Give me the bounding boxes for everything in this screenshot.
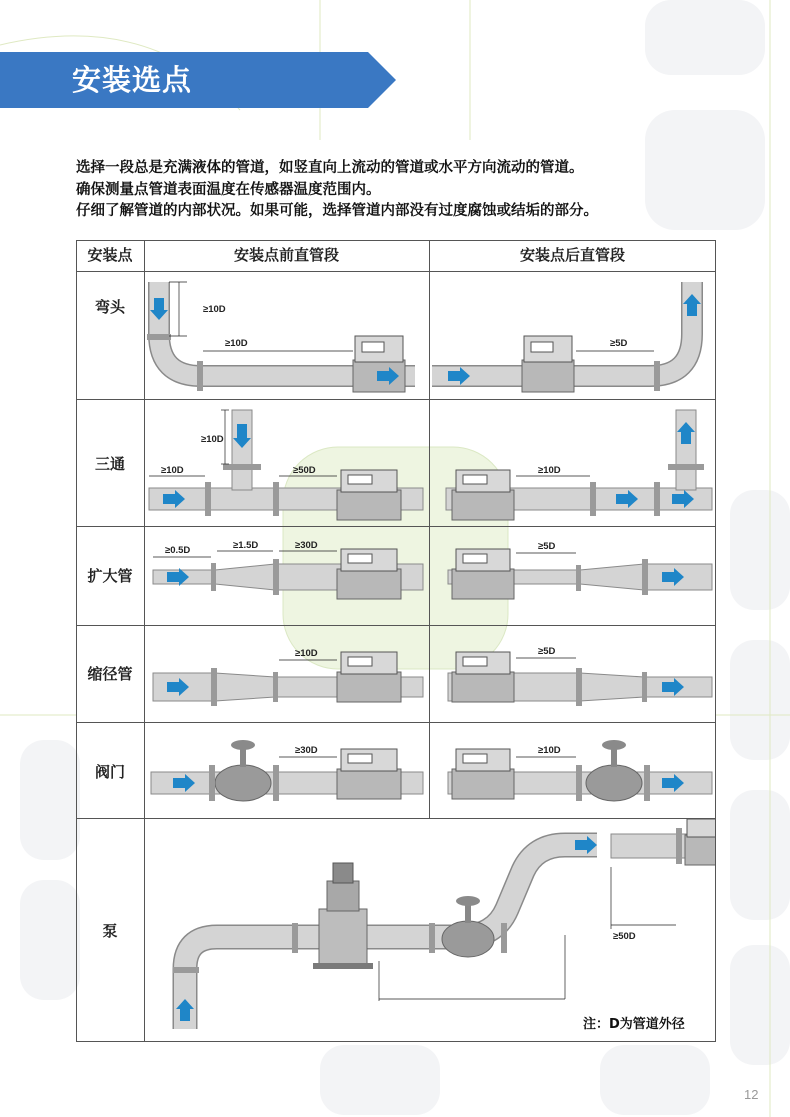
row-label-pump: 泵	[102, 922, 118, 940]
section-banner	[0, 52, 396, 108]
flange	[644, 765, 650, 801]
flange	[642, 559, 648, 595]
intro-text	[76, 158, 598, 223]
cell-tee-before	[145, 400, 429, 526]
row-label-tee: 三通	[94, 455, 125, 473]
flange	[173, 967, 199, 973]
flange	[209, 765, 215, 801]
dimension-label: ≥10D	[538, 745, 561, 756]
flange	[501, 923, 507, 953]
dimension-label: ≥50D	[293, 465, 316, 476]
cell-expander-after	[430, 527, 716, 625]
flowmeter-icon	[685, 819, 715, 865]
section-title: 安装选点	[72, 63, 193, 97]
flange	[223, 464, 261, 470]
flange	[590, 482, 596, 516]
branch-pipe	[232, 410, 252, 490]
flange	[292, 923, 298, 953]
cell-reducer-before	[145, 626, 429, 722]
dimension-label: ≥10D	[203, 304, 226, 315]
cell-reducer-after	[430, 626, 716, 722]
header-before: 安装点前直管段	[233, 246, 339, 264]
flange	[676, 828, 682, 864]
flange	[273, 559, 279, 595]
flowmeter-icon	[452, 652, 514, 702]
flowmeter-icon	[353, 336, 405, 392]
row-label-expander: 扩大管	[87, 567, 133, 585]
pump-icon	[313, 863, 373, 969]
flange	[429, 923, 435, 953]
flange	[668, 464, 704, 470]
flange	[576, 565, 581, 591]
flange	[642, 672, 647, 702]
dimension-label: ≥5D	[538, 646, 556, 657]
dimension-label: ≥10D	[161, 465, 184, 476]
dimension-label: ≥0.5D	[165, 545, 191, 556]
flange	[211, 668, 217, 706]
flange	[273, 482, 279, 516]
intro-line: 仔细了解管道的内部状况。如果可能，选择管道内部没有过度腐蚀或结垢的部分。	[76, 203, 598, 219]
flange	[147, 334, 171, 340]
dimension-label: ≥10D	[225, 338, 248, 349]
dimension-label: ≥10D	[538, 465, 561, 476]
cell-expander-before	[145, 527, 429, 625]
cell-valve-before	[145, 723, 429, 818]
cell-tee-after	[430, 400, 716, 526]
installation-table	[76, 240, 716, 1042]
row-label-elbow: 弯头	[94, 298, 125, 316]
table-note: 注：D为管道外径	[583, 1017, 685, 1032]
flowmeter-icon	[337, 470, 401, 520]
flange	[197, 361, 203, 391]
flange	[211, 563, 216, 591]
valve-icon	[586, 740, 642, 801]
flange	[576, 765, 582, 801]
flowmeter-icon	[452, 470, 514, 520]
flowmeter-icon	[337, 549, 401, 599]
intro-line: 选择一段总是充满液体的管道，如竖直向上流动的管道或水平方向流动的管道。	[76, 160, 584, 176]
flowmeter-icon	[452, 549, 514, 599]
flange	[576, 668, 582, 706]
dimension-label: ≥10D	[295, 648, 318, 659]
page-number: 12	[744, 1087, 759, 1102]
flowmeter-icon	[337, 652, 401, 702]
flange	[273, 765, 279, 801]
header-install-point: 安装点	[87, 246, 133, 264]
dimension-label: ≥5D	[610, 338, 628, 349]
flange	[654, 361, 660, 391]
flowmeter-icon	[452, 749, 514, 799]
dimension-label: ≥10D	[201, 434, 224, 445]
header-after: 安装点后直管段	[519, 246, 625, 264]
dimension-label: ≥50D	[613, 931, 636, 942]
flowmeter-icon	[522, 336, 574, 392]
dimension-label: ≥1.5D	[233, 540, 259, 551]
flange	[273, 672, 278, 702]
cell-valve-after	[430, 723, 716, 818]
flange	[654, 482, 660, 516]
valve-icon	[215, 740, 271, 801]
cell-pump	[145, 819, 715, 1041]
dimension-label: ≥30D	[295, 745, 318, 756]
cell-elbow-before	[145, 272, 429, 399]
flange	[205, 482, 211, 516]
row-label-reducer: 缩径管	[87, 665, 133, 683]
cell-elbow-after	[430, 272, 716, 399]
row-label-valve: 阀门	[94, 763, 125, 781]
intro-line: 确保测量点管道表面温度在传感器温度范围内。	[76, 181, 381, 198]
dimension-label: ≥5D	[538, 541, 556, 552]
dimension-label: ≥30D	[295, 540, 318, 551]
flowmeter-icon	[337, 749, 401, 799]
valve-icon	[442, 896, 494, 957]
